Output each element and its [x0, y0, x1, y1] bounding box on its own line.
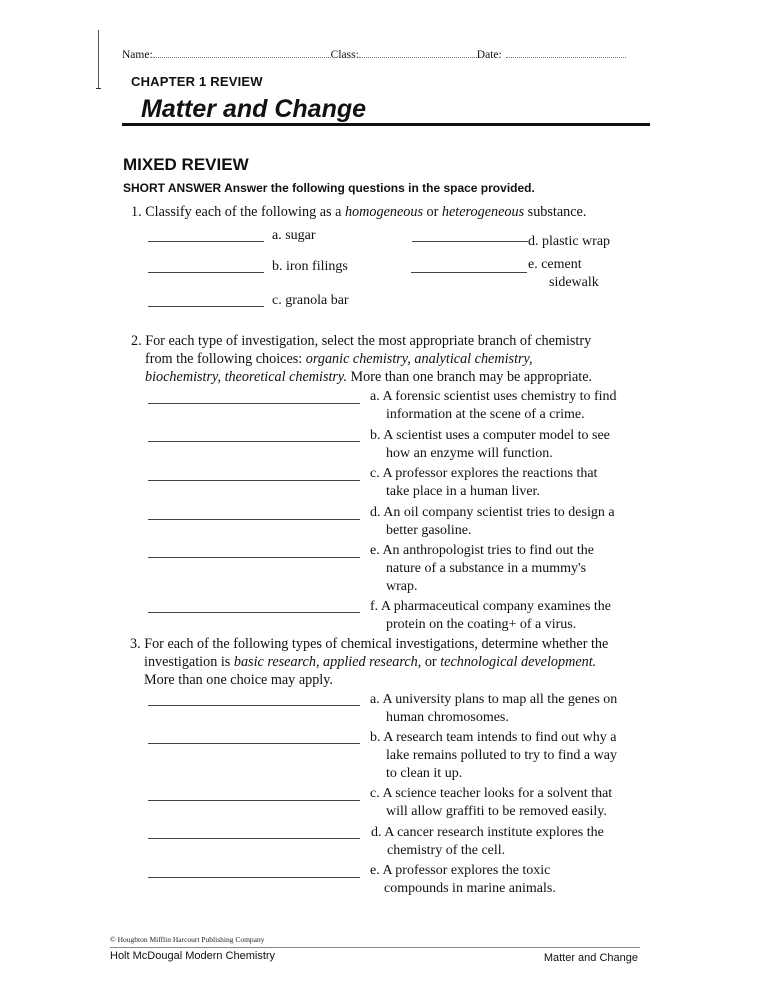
answer-blank-1b[interactable]	[148, 272, 264, 273]
q3-item-a: a. A university plans to map all the genes on human chromosomes.	[370, 692, 618, 725]
answer-blank-2c[interactable]	[148, 480, 360, 481]
question-number: 1.	[131, 204, 142, 220]
answer-blank-2d[interactable]	[148, 519, 360, 520]
q3-item-e: e. A professor explores the toxic compounds in marine animals.	[370, 863, 556, 896]
footer-book-title: Holt McDougal Modern Chemistry	[110, 950, 276, 962]
q1-item-c: c. granola bar	[272, 293, 349, 308]
q2-item-c: c. A professor explores the reactions that take place in a human liver.	[370, 466, 598, 499]
question-number: 3.	[130, 636, 141, 652]
section-title: MIXED REVIEW	[123, 155, 249, 174]
footer-rule	[110, 947, 640, 948]
answer-blank-1c[interactable]	[148, 306, 264, 307]
q3-item-b: b. A research team intends to find out why a lake remains polluted to try to find a way to clean it up.	[370, 730, 617, 781]
answer-blank-3c[interactable]	[148, 800, 360, 801]
q1-item-b: b. iron filings	[272, 259, 348, 274]
answer-blank-2b[interactable]	[148, 441, 360, 442]
question-1: 1. Classify each of the following as a homogeneous or heterogeneous substance.	[131, 204, 587, 220]
q3-item-d: d. A cancer research institute explores the chemistry of the cell.	[371, 825, 604, 858]
answer-blank-2e[interactable]	[148, 557, 360, 558]
question-2: 2. For each type of investigation, select the most appropriate branch of chemistry from the following choices: organic chemistry, analytical chemistry, biochemistry, theoretical chemistry. More than one branch may be appropriate.	[131, 333, 593, 385]
name-field[interactable]	[153, 46, 331, 58]
answer-blank-1a[interactable]	[148, 241, 264, 242]
name-label: Name:	[122, 49, 153, 61]
q1-item-e: e. cement sidewalk	[528, 257, 599, 290]
margin-tick	[96, 88, 101, 89]
instructions: SHORT ANSWER Answer the following questions in the space provided.	[123, 181, 535, 195]
q2-item-e: e. An anthropologist tries to find out the nature of a substance in a mummy's wrap.	[370, 543, 594, 594]
page-title: Matter and Change	[141, 95, 367, 123]
copyright: © Houghton Mifflin Harcourt Publishing Company	[110, 935, 265, 944]
answer-blank-2f[interactable]	[148, 612, 360, 613]
class-field[interactable]	[359, 46, 477, 58]
chapter-label: CHAPTER 1 REVIEW	[131, 74, 263, 89]
margin-bar	[98, 30, 99, 88]
q2-item-f: f. A pharmaceutical company examines the protein on the coating+ of a virus.	[370, 599, 612, 632]
title-rule	[122, 123, 650, 126]
answer-blank-3b[interactable]	[148, 743, 360, 744]
answer-blank-1d[interactable]	[412, 241, 528, 242]
q2-item-d: d. An oil company scientist tries to design a better gasoline.	[370, 505, 615, 538]
date-label: Date:	[476, 49, 502, 61]
answer-blank-3e[interactable]	[148, 877, 360, 878]
question-number: 2.	[131, 333, 142, 349]
q1-item-d: d. plastic wrap	[528, 234, 611, 249]
answer-blank-3a[interactable]	[148, 705, 360, 706]
q2-item-a: a. A forensic scientist uses chemistry to find information at the scene of a crime.	[370, 389, 617, 422]
q1-item-a: a. sugar	[272, 228, 316, 243]
answer-blank-1e[interactable]	[411, 272, 527, 273]
answer-blank-2a[interactable]	[148, 403, 360, 404]
q2-item-b: b. A scientist uses a computer model to see how an enzyme will function.	[370, 428, 610, 461]
question-3: 3. For each of the following types of chemical investigations, determine whether the investigation is basic research, applied research, or technological development. More than one choice may apply.	[130, 636, 609, 688]
student-info-header	[122, 46, 644, 61]
date-field[interactable]	[506, 46, 626, 58]
q3-item-c: c. A science teacher looks for a solvent that will allow graffiti to be removed easily.	[370, 786, 613, 819]
footer-chapter-title: Matter and Change	[543, 952, 638, 964]
class-label: Class:	[330, 49, 359, 61]
answer-blank-3d[interactable]	[148, 838, 360, 839]
